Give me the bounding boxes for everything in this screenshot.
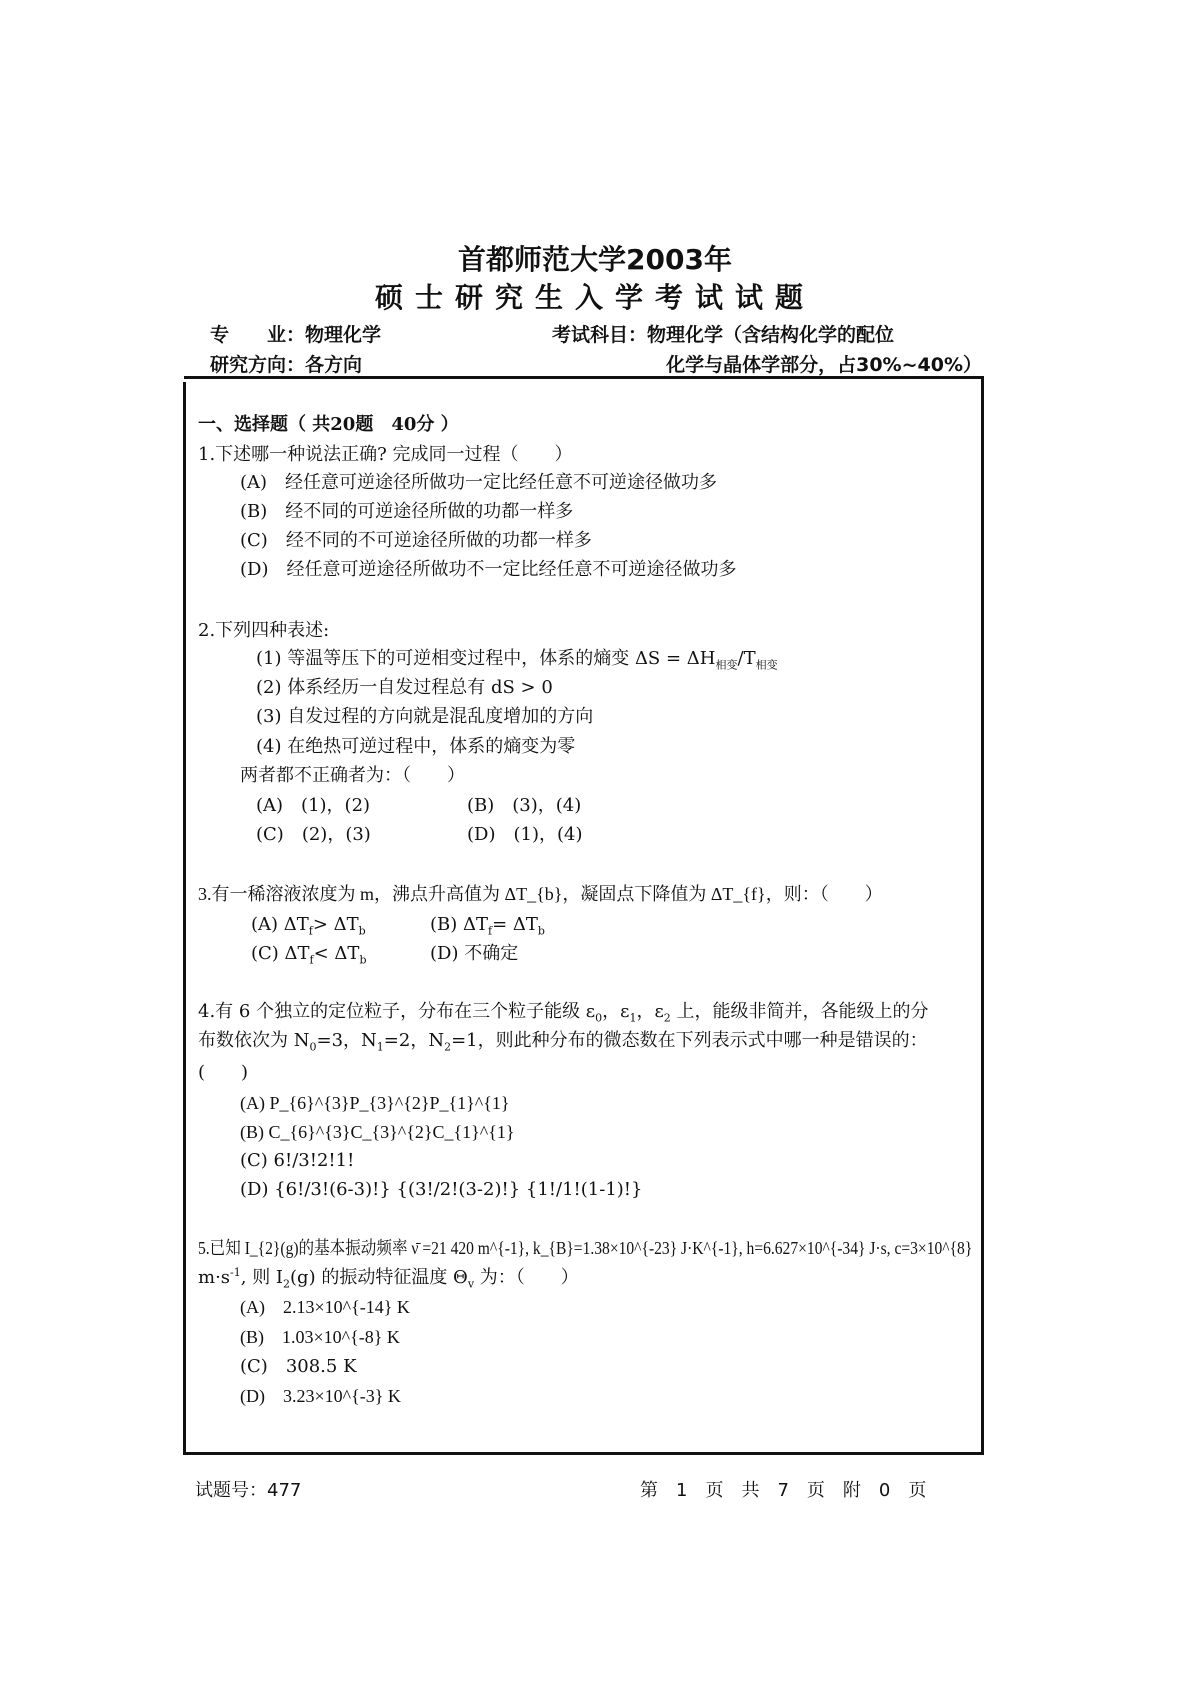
option-line: (C) $\Delta T_f< \Delta T_b$ (251, 943, 367, 967)
option-line: (C) (2)，(3) (256, 824, 371, 845)
question-line: 5.已知 I_{2}(g)的基本振动频率 ν̄ =21 420 m^{-1}, k_{B}=1.38×10^{-23} J·K^{-1}, h=6.627×10^{-34} J·s, c=3×10^{8} (198, 1238, 973, 1258)
direction-field (210, 350, 362, 377)
option-line: (B) 经不同的可逆途径所做的功都一样多 (240, 501, 574, 522)
option-line: (B) C_{6}^{3}C_{3}^{2}C_{1}^{1} (240, 1122, 515, 1142)
option-line: (1) 等温等压下的可逆相变过程中，体系的熵变 $\Delta S = \Delta H_{相变}/T_{相变}$ (256, 648, 778, 672)
question-line: 布数依次为 $N_0=3$，$N_1=2$，$N_2=1$，则此种分布的微态数在下列表示式中哪一种是错误的： (198, 1030, 928, 1054)
page-info: 第 1 页 共 7 页 附 0 页 (640, 1480, 927, 1501)
question-line: 4.有 6 个独立的定位粒子，分布在三个粒子能级 $\varepsilon_0$，$\varepsilon_1$，$\varepsilon_2$ 上，能级非简并，各能级上的分 (198, 1001, 929, 1025)
option-line: (2) 体系经历一自发过程总有 dS > 0 (256, 677, 553, 698)
question-line: ( ) (198, 1062, 249, 1083)
option-line: (C) 经不同的不可逆途径所做的功都一样多 (240, 530, 592, 551)
direction-label: 研究方向： (210, 354, 306, 376)
subject-line-1: 考试科目：物理化学（含结构化学的配位 (552, 324, 895, 346)
question-line: 1.下述哪一种说法正确? 完成同一过程（ ） (198, 444, 573, 465)
option-line: (3) 自发过程的方向就是混乱度增加的方向 (256, 706, 594, 727)
question-line: 一、选择题（ 共20题 40分 ） (198, 414, 459, 435)
option-line: (A) P_{6}^{3}P_{3}^{2}P_{1}^{1} (240, 1093, 510, 1113)
major-value: 物理化学 (305, 324, 382, 346)
box-bottom-border (183, 1452, 984, 1455)
option-line: (D) 3.23×10^{-3} K (240, 1386, 401, 1406)
question-line: $m\cdot s^{-1}$, 则 $I_2(g)$ 的振动特征温度 $\Theta_v$ 为：（ ） (198, 1266, 579, 1291)
box-right-border (981, 376, 984, 1455)
exam-title: 首都师范大学2003年 (458, 243, 732, 276)
option-line: (A) (1)，(2) (256, 795, 371, 816)
question-line: 3.有一稀溶液浓度为 m，沸点升高值为 ΔT_{b}，凝固点下降值为 ΔT_{f}，则：（ ） (198, 884, 883, 904)
exam-subtitle: 硕士研究生入学考试试题 (374, 281, 815, 314)
box-left-border (183, 382, 186, 1455)
option-line: (B) (3)，(4) (467, 795, 582, 816)
option-line: (B) $\Delta T_f= \Delta T_b$ (430, 914, 545, 938)
exam-code: 试题号：477 (195, 1480, 302, 1501)
option-line: (D) 经任意可逆途径所做功不一定比经任意不可逆途径做功多 (240, 559, 737, 580)
question-line: 2.下列四种表述: (198, 620, 330, 641)
box-top-border (184, 376, 984, 379)
option-line: (A) 经任意可逆途径所做功一定比经任意不可逆途径做功多 (240, 472, 718, 493)
option-line: (C) 308.5 K (240, 1356, 357, 1377)
option-line: (D) 不确定 (430, 943, 519, 964)
option-line: (C) 6!/3!2!1! (240, 1150, 355, 1171)
option-line: (A) $\Delta T_f> \Delta T_b$ (251, 914, 366, 938)
direction-value: 各方向 (305, 354, 363, 376)
major-field (210, 320, 381, 347)
option-line: 两者都不正确者为：（ ） (240, 765, 465, 786)
option-line: (B) 1.03×10^{-8} K (240, 1327, 400, 1347)
option-line: (D) {6!/3!(6-3)!} {(3!/2!(3-2)!} {1!/1!(1-1)!} (240, 1179, 643, 1200)
option-line: (A) 2.13×10^{-14} K (240, 1297, 410, 1317)
major-label: 专 业： (210, 324, 306, 346)
option-line: (D) (1)，(4) (467, 824, 583, 845)
subject-line-2: 化学与晶体学部分，占30%~40%） (666, 354, 982, 376)
option-line: (4) 在绝热可逆过程中，体系的熵变为零 (256, 736, 576, 757)
